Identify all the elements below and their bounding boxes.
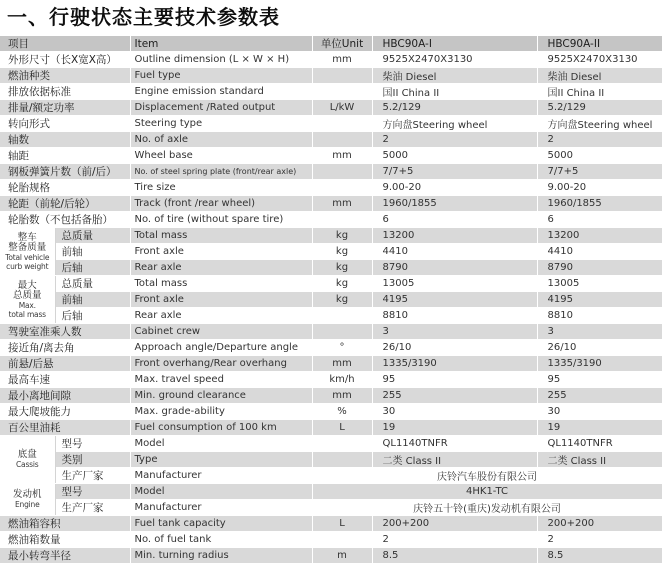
- item-name-en: Max. grade-ability: [130, 404, 312, 420]
- item-name-en: Front axle: [130, 292, 312, 308]
- value-hbc90a-2: 9.00-20: [537, 180, 662, 196]
- value-hbc90a-1: 国II China II: [372, 84, 537, 100]
- value-hbc90a-2: 柴油 Diesel: [537, 68, 662, 84]
- table-body: [0, 52, 662, 564]
- unit-cell: kg: [312, 260, 372, 276]
- item-name-cn: 前轴: [55, 244, 130, 260]
- item-name-en: Wheel base: [130, 148, 312, 164]
- value-hbc90a-2: QL1140TNFR: [537, 436, 662, 452]
- value-hbc90a-2: 5.2/129: [537, 100, 662, 116]
- value-hbc90a-1: 3: [372, 324, 537, 340]
- table-row: [0, 372, 662, 388]
- item-name-cn: 型号: [55, 484, 130, 500]
- item-name-cn: 总质量: [55, 276, 130, 292]
- value-hbc90a-2: 方向盘Steering wheel: [537, 116, 662, 132]
- item-name-cn: 轴距: [0, 148, 130, 164]
- page: [0, 5, 662, 562]
- merged-value-cell: 庆铃五十铃(重庆)发动机有限公司: [312, 500, 662, 516]
- header-item-cn: 项目: [0, 36, 130, 52]
- item-name-en: Steering type: [130, 116, 312, 132]
- value-hbc90a-1: 方向盘Steering wheel: [372, 116, 537, 132]
- table-row: [0, 516, 662, 532]
- table-row: [0, 68, 662, 84]
- value-hbc90a-1: 8.5: [372, 548, 537, 564]
- value-hbc90a-1: 95: [372, 372, 537, 388]
- value-hbc90a-2: 2: [537, 532, 662, 548]
- value-hbc90a-1: 200+200: [372, 516, 537, 532]
- header-row: [0, 36, 662, 52]
- item-name-cn: 轮胎规格: [0, 180, 130, 196]
- table-row: [0, 196, 662, 212]
- table-row: [0, 212, 662, 228]
- unit-cell: [312, 436, 372, 452]
- value-hbc90a-2: 9525X2470X3130: [537, 52, 662, 68]
- value-hbc90a-2: 200+200: [537, 516, 662, 532]
- item-name-cn: 轮距（前轮/后轮）: [0, 196, 130, 212]
- table-row: [0, 260, 662, 276]
- value-hbc90a-1: 30: [372, 404, 537, 420]
- item-name-en: Total mass: [130, 228, 312, 244]
- item-name-cn: 燃油箱数量: [0, 532, 130, 548]
- table-row: [0, 244, 662, 260]
- item-name-en: Tire size: [130, 180, 312, 196]
- value-hbc90a-1: 255: [372, 388, 537, 404]
- value-hbc90a-2: 26/10: [537, 340, 662, 356]
- item-name-en: Cabinet crew: [130, 324, 312, 340]
- table-row: [0, 452, 662, 468]
- unit-cell: [312, 132, 372, 148]
- unit-cell: kg: [312, 228, 372, 244]
- value-hbc90a-1: 9525X2470X3130: [372, 52, 537, 68]
- table-row: [0, 164, 662, 180]
- table-row: [0, 100, 662, 116]
- item-name-en: Fuel tank capacity: [130, 516, 312, 532]
- table-row: [0, 228, 662, 244]
- group-label-cell: 整车 整备质量 Total vehicle curb weight: [0, 228, 55, 276]
- value-hbc90a-1: 二类 Class II: [372, 452, 537, 468]
- value-hbc90a-2: 7/7+5: [537, 164, 662, 180]
- item-name-cn: 轮胎数（不包括备胎）: [0, 212, 130, 228]
- unit-cell: L: [312, 516, 372, 532]
- table-row: [0, 388, 662, 404]
- item-name-cn: 外形尺寸（长X宽X高）: [0, 52, 130, 68]
- table-row: [0, 324, 662, 340]
- value-hbc90a-1: 9.00-20: [372, 180, 537, 196]
- item-name-cn: 钢板弹簧片数（前/后）: [0, 164, 130, 180]
- table-row: [0, 148, 662, 164]
- item-name-cn: 驾驶室准乘人数: [0, 324, 130, 340]
- item-name-en: Front overhang/Rear overhang: [130, 356, 312, 372]
- value-hbc90a-1: 7/7+5: [372, 164, 537, 180]
- unit-cell: °: [312, 340, 372, 356]
- item-name-cn: 类别: [55, 452, 130, 468]
- spec-table: [0, 36, 663, 564]
- item-name-en: Total mass: [130, 276, 312, 292]
- value-hbc90a-2: 13200: [537, 228, 662, 244]
- table-row: [0, 276, 662, 292]
- value-hbc90a-1: 26/10: [372, 340, 537, 356]
- item-name-en: Model: [130, 484, 312, 500]
- value-hbc90a-1: 4195: [372, 292, 537, 308]
- item-name-en: Min. turning radius: [130, 548, 312, 564]
- header-model-hbc90a-2: HBC90A-II: [537, 36, 662, 52]
- item-name-en: Engine emission standard: [130, 84, 312, 100]
- table-row: [0, 420, 662, 436]
- item-name-cn: 最大爬坡能力: [0, 404, 130, 420]
- value-hbc90a-2: 1335/3190: [537, 356, 662, 372]
- item-name-cn: 排量/额定功率: [0, 100, 130, 116]
- unit-cell: mm: [312, 356, 372, 372]
- value-hbc90a-2: 8790: [537, 260, 662, 276]
- value-hbc90a-2: 2: [537, 132, 662, 148]
- unit-cell: [312, 212, 372, 228]
- value-hbc90a-2: 二类 Class II: [537, 452, 662, 468]
- unit-cell: [312, 84, 372, 100]
- item-name-cn: 前轴: [55, 292, 130, 308]
- item-name-cn: 百公里油耗: [0, 420, 130, 436]
- value-hbc90a-1: 19: [372, 420, 537, 436]
- unit-cell: [312, 308, 372, 324]
- value-hbc90a-1: 2: [372, 532, 537, 548]
- unit-cell: [312, 324, 372, 340]
- item-name-en: Rear axle: [130, 308, 312, 324]
- merged-value-cell: 庆铃汽车股份有限公司: [312, 468, 662, 484]
- unit-cell: mm: [312, 196, 372, 212]
- table-row: [0, 84, 662, 100]
- item-name-en: No. of steel spring plate (front/rear axle): [130, 164, 312, 180]
- page-title: 一、行驶状态主要技术参数表: [7, 5, 280, 29]
- item-name-en: Manufacturer: [130, 468, 312, 484]
- value-hbc90a-1: 1335/3190: [372, 356, 537, 372]
- table-row: [0, 436, 662, 452]
- unit-cell: [312, 532, 372, 548]
- table-row: [0, 52, 662, 68]
- item-name-en: Manufacturer: [130, 500, 312, 516]
- table-row: [0, 292, 662, 308]
- value-hbc90a-2: 19: [537, 420, 662, 436]
- table-row: [0, 468, 662, 484]
- item-name-en: Front axle: [130, 244, 312, 260]
- item-name-cn: 转向形式: [0, 116, 130, 132]
- value-hbc90a-1: 2: [372, 132, 537, 148]
- item-name-en: No. of tire (without spare tire): [130, 212, 312, 228]
- value-hbc90a-1: 1960/1855: [372, 196, 537, 212]
- item-name-cn: 后轴: [55, 308, 130, 324]
- item-name-cn: 生产厂家: [55, 468, 130, 484]
- header-model-hbc90a-1: HBC90A-I: [372, 36, 537, 52]
- item-name-cn: 最高车速: [0, 372, 130, 388]
- header-item-en: Item: [130, 36, 312, 52]
- item-name-cn: 最小转弯半径: [0, 548, 130, 564]
- item-name-cn: 轴数: [0, 132, 130, 148]
- table-row: [0, 180, 662, 196]
- table-row: [0, 500, 662, 516]
- group-label-cell: 发动机 Engine: [0, 484, 55, 516]
- value-hbc90a-2: 95: [537, 372, 662, 388]
- unit-cell: kg: [312, 292, 372, 308]
- value-hbc90a-2: 4195: [537, 292, 662, 308]
- item-name-en: Fuel consumption of 100 km: [130, 420, 312, 436]
- table-row: [0, 340, 662, 356]
- value-hbc90a-2: 5000: [537, 148, 662, 164]
- item-name-en: Fuel type: [130, 68, 312, 84]
- value-hbc90a-2: 255: [537, 388, 662, 404]
- unit-cell: mm: [312, 52, 372, 68]
- item-name-cn: 后轴: [55, 260, 130, 276]
- value-hbc90a-2: 3: [537, 324, 662, 340]
- unit-cell: mm: [312, 388, 372, 404]
- item-name-en: Displacement /Rated output: [130, 100, 312, 116]
- item-name-en: Max. travel speed: [130, 372, 312, 388]
- item-name-en: Rear axle: [130, 260, 312, 276]
- table-row: [0, 548, 662, 564]
- value-hbc90a-2: 6: [537, 212, 662, 228]
- item-name-en: Track (front /rear wheel): [130, 196, 312, 212]
- value-hbc90a-1: 6: [372, 212, 537, 228]
- item-name-en: Approach angle/Departure angle: [130, 340, 312, 356]
- unit-cell: %: [312, 404, 372, 420]
- value-hbc90a-2: 1960/1855: [537, 196, 662, 212]
- table-row: [0, 404, 662, 420]
- item-name-cn: 最小离地间隙: [0, 388, 130, 404]
- unit-cell: [312, 68, 372, 84]
- table-row: [0, 132, 662, 148]
- item-name-en: Outline dimension (L × W × H): [130, 52, 312, 68]
- table-row: [0, 532, 662, 548]
- table-row: [0, 116, 662, 132]
- unit-cell: mm: [312, 148, 372, 164]
- item-name-cn: 型号: [55, 436, 130, 452]
- value-hbc90a-1: 8790: [372, 260, 537, 276]
- unit-cell: km/h: [312, 372, 372, 388]
- value-hbc90a-1: 13005: [372, 276, 537, 292]
- unit-cell: [312, 180, 372, 196]
- unit-cell: m: [312, 548, 372, 564]
- unit-cell: [312, 164, 372, 180]
- value-hbc90a-2: 国II China II: [537, 84, 662, 100]
- item-name-cn: 前悬/后悬: [0, 356, 130, 372]
- header-unit: 单位Unit: [312, 36, 372, 52]
- item-name-cn: 燃油箱容积: [0, 516, 130, 532]
- item-name-cn: 排放依据标准: [0, 84, 130, 100]
- unit-cell: kg: [312, 244, 372, 260]
- item-name-cn: 燃油种类: [0, 68, 130, 84]
- value-hbc90a-2: 8.5: [537, 548, 662, 564]
- item-name-en: Model: [130, 436, 312, 452]
- value-hbc90a-1: QL1140TNFR: [372, 436, 537, 452]
- value-hbc90a-1: 5000: [372, 148, 537, 164]
- unit-cell: L: [312, 420, 372, 436]
- value-hbc90a-1: 4410: [372, 244, 537, 260]
- item-name-cn: 接近角/离去角: [0, 340, 130, 356]
- item-name-cn: 生产厂家: [55, 500, 130, 516]
- item-name-cn: 总质量: [55, 228, 130, 244]
- value-hbc90a-1: 柴油 Diesel: [372, 68, 537, 84]
- value-hbc90a-1: 5.2/129: [372, 100, 537, 116]
- value-hbc90a-1: 8810: [372, 308, 537, 324]
- value-hbc90a-2: 13005: [537, 276, 662, 292]
- unit-cell: [312, 116, 372, 132]
- table-row: [0, 356, 662, 372]
- item-name-en: No. of axle: [130, 132, 312, 148]
- value-hbc90a-2: 4410: [537, 244, 662, 260]
- group-label-cell: 底盘 Cassis: [0, 436, 55, 484]
- table-row: [0, 308, 662, 324]
- value-hbc90a-1: 13200: [372, 228, 537, 244]
- item-name-en: No. of fuel tank: [130, 532, 312, 548]
- table-row: [0, 484, 662, 500]
- unit-cell: kg: [312, 276, 372, 292]
- unit-cell: [312, 452, 372, 468]
- merged-value-cell: 4HK1-TC: [312, 484, 662, 500]
- unit-cell: L/kW: [312, 100, 372, 116]
- group-label-cell: 最大 总质量 Max. total mass: [0, 276, 55, 324]
- item-name-en: Type: [130, 452, 312, 468]
- item-name-en: Min. ground clearance: [130, 388, 312, 404]
- value-hbc90a-2: 30: [537, 404, 662, 420]
- value-hbc90a-2: 8810: [537, 308, 662, 324]
